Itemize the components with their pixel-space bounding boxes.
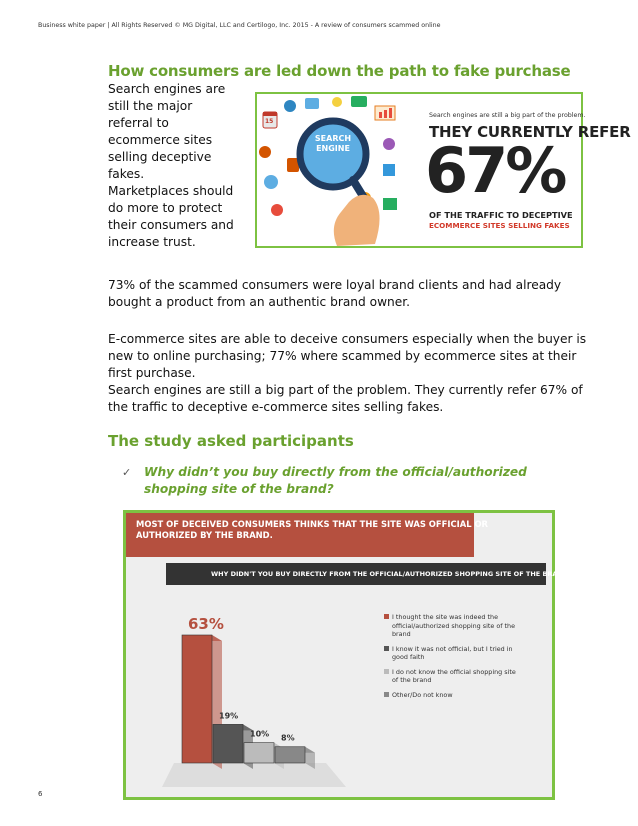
infographic-caption: Search engines are still a big part of the problem. — [429, 112, 586, 119]
paragraph-search-engines — [108, 382, 588, 416]
paragraph-line: the traffic to deceptive e-commerce sites selling fakes. — [108, 400, 444, 414]
bar-value-label: 10% — [250, 729, 270, 739]
left-col-line: do more to protect — [108, 201, 223, 215]
left-col-line: referral to — [108, 116, 169, 130]
calendar-number: 15 — [265, 118, 274, 125]
paragraph-line: 73% of the scammed consumers were loyal brand clients and had already — [108, 278, 562, 292]
left-col-line: Marketplaces should — [108, 184, 234, 198]
paragraph-line: E-commerce sites are able to deceive consumers especially when the buyer is — [108, 332, 587, 346]
legend-item — [384, 691, 544, 700]
paragraph-line: first purchase. — [108, 366, 196, 380]
left-col-line: increase trust. — [108, 235, 196, 249]
banner-line: MOST OF DECEIVED CONSUMERS THINKS THAT THE SITE WAS OFFICIAL OR — [136, 519, 489, 529]
magnifier-lens-icon — [300, 121, 366, 187]
infographic-line2: ECOMMERCE SITES SELLING FAKES — [429, 221, 570, 230]
paragraph-ecommerce — [108, 331, 588, 382]
section-title-study: The study asked participants — [108, 432, 354, 450]
legend-item — [384, 645, 544, 662]
left-col-line: selling deceptive — [108, 150, 212, 164]
legend-line: brand — [392, 630, 411, 638]
calendar-top-icon — [263, 112, 277, 116]
infographic-headline: THEY CURRENTLY REFER — [429, 123, 631, 141]
legend-swatch — [384, 692, 389, 697]
legend-swatch — [384, 669, 389, 674]
question-banner-text: WHY DIDN'T YOU BUY DIRECTLY FROM THE OFFICIAL/AUTHORIZED SHOPPING SITE OF THE BRAND? — [211, 570, 573, 578]
infographic-line1: OF THE TRAFFIC TO DECEPTIVE — [429, 210, 573, 220]
hand-icon — [334, 195, 380, 246]
legend-item — [384, 668, 544, 685]
mail-icon — [351, 96, 367, 107]
left-col-line: still the major — [108, 99, 193, 113]
gift-icon — [383, 198, 397, 210]
bar — [275, 747, 305, 763]
legend-swatch — [384, 614, 389, 619]
bar — [213, 724, 243, 763]
chart-legend — [384, 613, 544, 705]
survey-chart-infographic — [123, 510, 573, 800]
left-col-line: Search engines are — [108, 82, 226, 96]
bulb-icon — [332, 97, 342, 107]
legend-swatch — [384, 646, 389, 651]
left-col-line: their consumers and — [108, 218, 234, 232]
chart-floor — [162, 763, 346, 787]
pin-icon — [271, 204, 283, 216]
paragraph-line: bought a product from an authentic brand owner. — [108, 295, 411, 309]
infographic-percent: 67% — [425, 134, 565, 207]
checkmark-icon: ✓ — [122, 466, 132, 479]
bag-icon — [259, 146, 271, 158]
globe-icon — [284, 100, 296, 112]
legend-line: Other/Do not know — [392, 690, 453, 699]
question-line: shopping site of the brand? — [144, 482, 334, 496]
people-icon — [264, 175, 278, 189]
legend-item — [384, 613, 544, 639]
page-header: Business white paper | All Rights Reserved © MG Digital, LLC and Certilogo, Inc. 2015 - A review of consumers scammed online — [38, 22, 441, 29]
paragraph-loyal-clients — [108, 277, 588, 311]
legend-line: I thought the site was indeed the — [392, 613, 498, 621]
legend-line: of the brand — [392, 676, 432, 684]
bar-value-label: 8% — [281, 733, 295, 743]
left-col-line: fakes. — [108, 167, 145, 181]
play-icon — [383, 138, 395, 150]
legend-line: I know it was not official, but I tried in — [392, 644, 513, 653]
bar-value-label: 63% — [188, 615, 224, 633]
bar — [244, 743, 274, 763]
doc-icon — [383, 164, 395, 176]
section-title-fake-purchase: How consumers are led down the path to fake purchase — [108, 62, 571, 80]
search-engine-infographic — [255, 92, 631, 248]
banner-line: AUTHORIZED BY THE BRAND. — [136, 530, 273, 540]
paragraph-line: new to online purchasing; 77% where scammed by ecommerce sites at their — [108, 349, 577, 363]
question-text — [144, 464, 527, 498]
legend-line: good faith — [392, 653, 425, 661]
bar — [182, 635, 212, 763]
bar-value-label: 19% — [219, 711, 239, 721]
legend-line: official/authorized shopping site of the — [392, 621, 516, 630]
left-col-line: ecommerce sites — [108, 133, 213, 147]
paragraph-line: Search engines are still a big part of the problem. They currently refer 67% of — [108, 383, 583, 397]
legend-line: I do not know the official shopping site — [392, 667, 516, 676]
page-number: 6 — [38, 790, 43, 798]
left-column-text — [108, 81, 240, 251]
lens-label — [303, 134, 363, 154]
chat-icon — [305, 98, 319, 109]
question-line: Why didn’t you buy directly from the official/authorized — [144, 465, 527, 479]
lens-line: SEARCH — [314, 134, 352, 143]
lens-line: ENGINE — [316, 144, 350, 153]
